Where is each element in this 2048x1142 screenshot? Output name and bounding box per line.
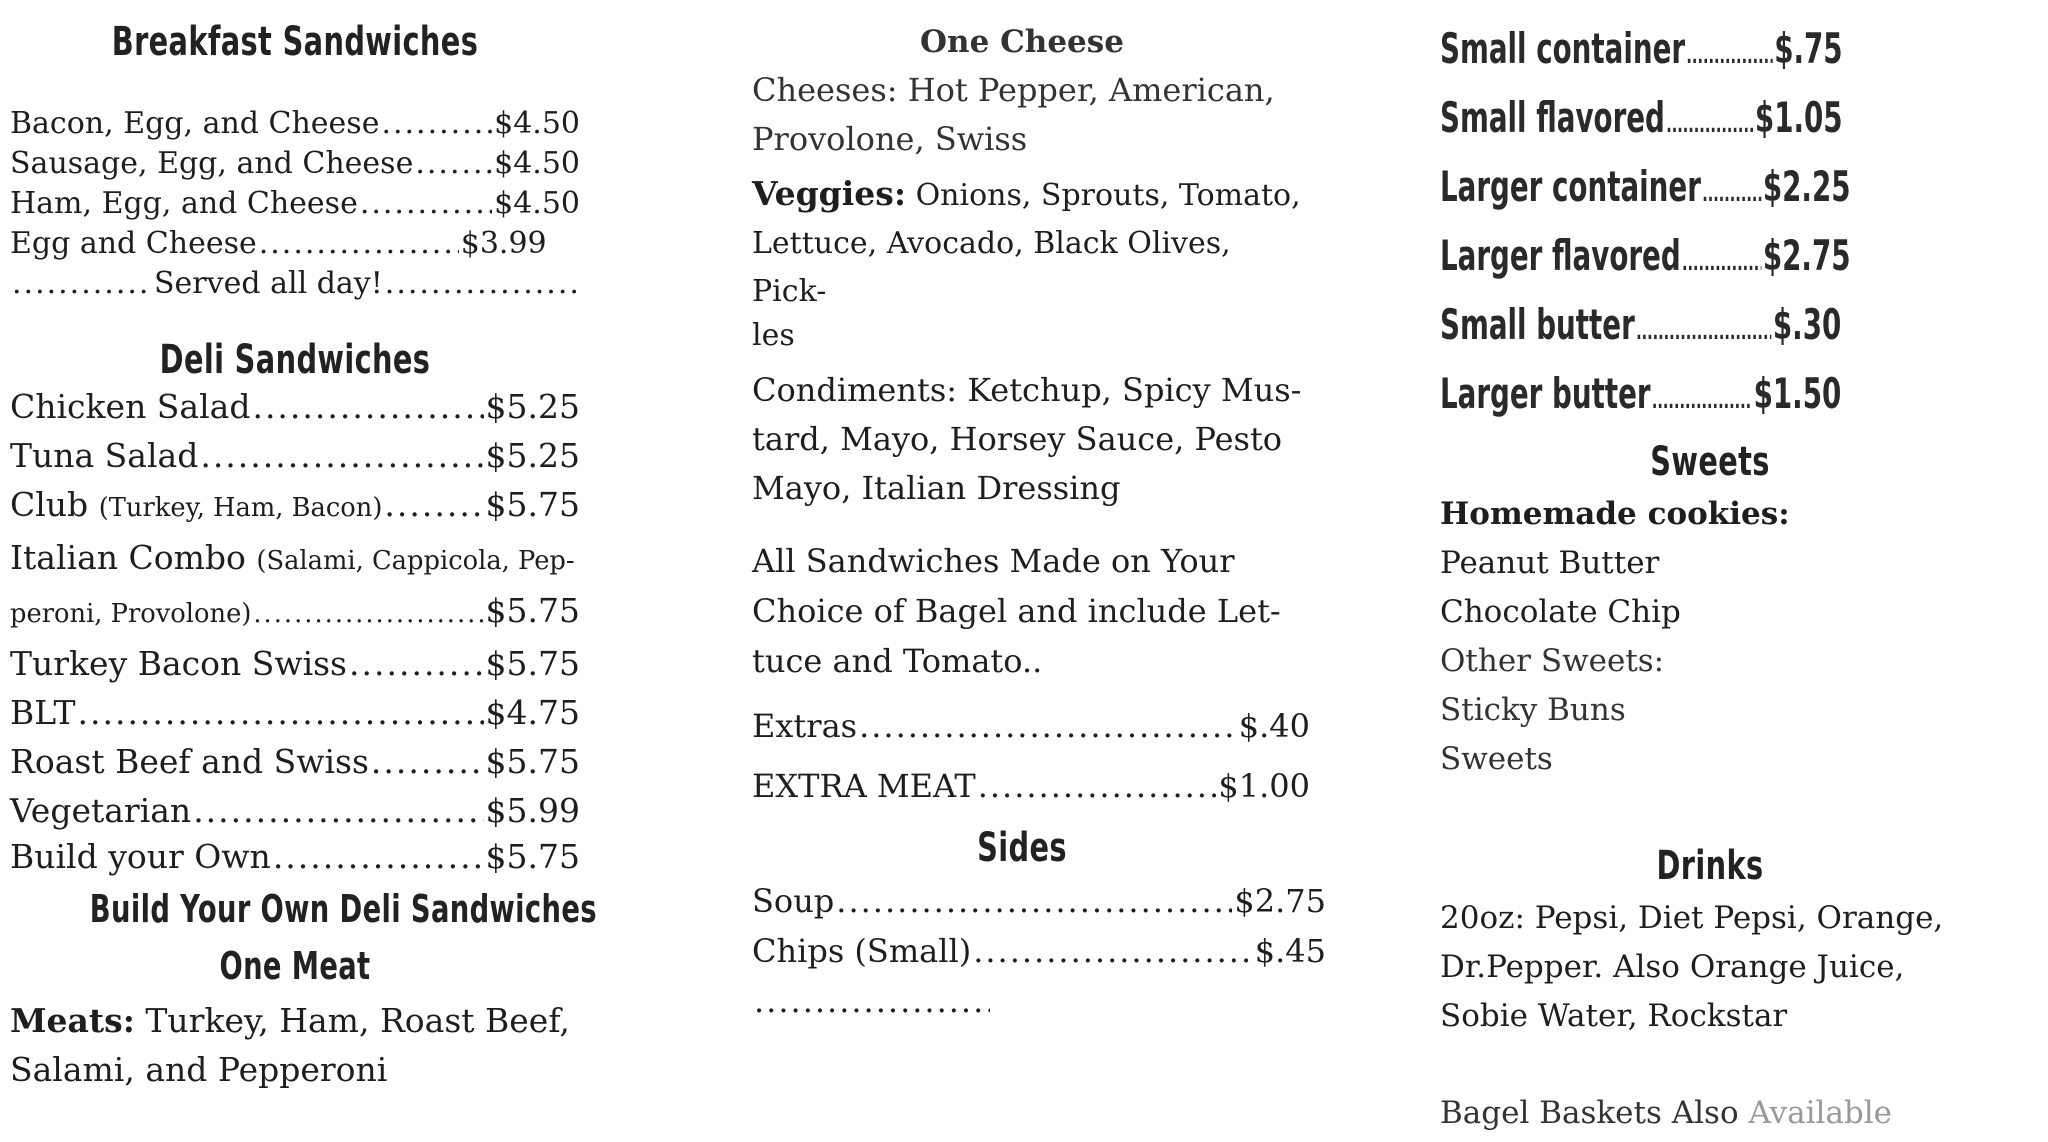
menu-item: Chips (Small) ..... $.45 xyxy=(752,926,1326,976)
menu-item: Small container ..... $.75 xyxy=(1440,18,1843,87)
drinks-line-2: Dr.Pepper. Also Orange Juice, xyxy=(1440,949,1905,985)
menu-item: Vegetarian ..... $5.99 xyxy=(10,786,580,835)
menu-item: Soup ..... $2.75 xyxy=(752,876,1326,926)
menu-item: Ham, Egg, and Cheese ..... $4.50 xyxy=(10,184,580,224)
one-meat-heading: One Meat xyxy=(219,944,371,988)
menu-column-right xyxy=(1440,0,2000,1142)
bagel-baskets-note: Bagel Baskets Also Available xyxy=(1440,1095,1893,1131)
menu-item: Club (Turkey, Ham, Bacon) ..... $5.75 xyxy=(10,480,580,533)
menu-item: Larger butter ..... $1.50 xyxy=(1440,363,1841,432)
menu-item: Small butter ..... $.30 xyxy=(1440,294,1841,363)
menu-item: Roast Beef and Swiss ..... $5.75 xyxy=(10,737,580,786)
menu-item: Small flavored ..... $1.05 xyxy=(1440,87,1843,156)
veggies-line-3: les xyxy=(752,318,795,353)
meats-line: Meats: Turkey, Ham, Roast Beef, xyxy=(10,1001,570,1040)
spreads-price-list xyxy=(1440,18,2048,432)
list-item: Sticky Buns xyxy=(1440,692,1626,728)
menu-column-middle xyxy=(752,0,1342,1142)
menu-item: BLT ..... $4.75 xyxy=(10,688,580,737)
menu-column-left xyxy=(10,0,597,1142)
drinks-line-3: Sobie Water, Rockstar xyxy=(1440,998,1788,1034)
menu-item: Chicken Salad ..... $5.25 xyxy=(10,382,580,431)
one-cheese-section xyxy=(752,18,1312,513)
build-your-own-heading: Build Your Own Deli Sandwiches xyxy=(89,887,597,931)
list-item: Sweets xyxy=(1440,741,1553,777)
menu-item: Sausage, Egg, and Cheese ..... $4.50 xyxy=(10,144,580,184)
veggies-line: Veggies: Onions, Sprouts, Tomato, xyxy=(752,174,1301,213)
breakfast-heading: Breakfast Sandwiches xyxy=(111,19,479,65)
cheeses-line-2: Provolone, Swiss xyxy=(752,120,1028,158)
drinks-line: 20oz: Pepsi, Diet Pepsi, Orange, xyxy=(1440,900,1944,936)
menu-item: Turkey Bacon Swiss ..... $5.75 xyxy=(10,639,580,688)
condiments-line-3: Mayo, Italian Dressing xyxy=(752,469,1121,507)
menu-item: Bacon, Egg, and Cheese ..... $4.50 xyxy=(10,104,580,144)
sweets-section xyxy=(1440,434,1960,784)
veggies-line-2: Lettuce, Avocado, Black Olives, Pick- xyxy=(752,226,1231,309)
drinks-section xyxy=(1440,838,2000,1138)
sweets-heading: Sweets xyxy=(1650,439,1770,485)
condiments-line: Condiments: Ketchup, Spicy Mus- xyxy=(752,371,1302,409)
drinks-heading: Drinks xyxy=(1656,843,1764,889)
menu-item: EXTRA MEAT ..... $1.00 xyxy=(752,756,1310,816)
menu-item: Build your Own ..... $5.75 xyxy=(10,835,580,879)
meats-line-2: Salami, and Pepperoni xyxy=(10,1050,388,1089)
other-sweets-label: Other Sweets: xyxy=(1440,643,1665,679)
deli-heading: Deli Sandwiches xyxy=(159,337,431,383)
menu-item: Egg and Cheese ..... $3.99 xyxy=(10,224,580,264)
sides-section xyxy=(752,820,1326,1026)
menu-item-italian: Italian Combo (Salami, Cappicola, Pep- xyxy=(10,538,575,577)
menu-item: Tuna Salad ..... $5.25 xyxy=(10,431,580,480)
dotted-filler xyxy=(752,976,1326,1026)
menu-item: Larger flavored ..... $2.75 xyxy=(1440,225,1851,294)
served-all-day-note: ..... Served all day! ..... xyxy=(10,264,580,304)
list-item: Chocolate Chip xyxy=(1440,594,1681,630)
sides-heading: Sides xyxy=(977,825,1067,871)
extras-section xyxy=(752,696,1310,816)
homemade-cookies-label: Homemade cookies: xyxy=(1440,496,1790,532)
one-cheese-heading: One Cheese xyxy=(920,24,1124,60)
menu-item-italian-cont: peroni, Provolone) ..... $5.75 xyxy=(10,586,580,639)
cheeses-line: Cheeses: Hot Pepper, American, xyxy=(752,71,1275,109)
build-your-own-section xyxy=(10,882,597,1094)
breakfast-section xyxy=(10,14,580,304)
list-item: Peanut Butter xyxy=(1440,545,1660,581)
all-sandwiches-note: All Sandwiches Made on Your Choice of Bagel and include Let- tuce and Tomato.. xyxy=(752,542,1281,680)
menu-item: Larger container ..... $2.25 xyxy=(1440,156,1851,225)
condiments-line-2: tard, Mayo, Horsey Sauce, Pesto xyxy=(752,420,1283,458)
deli-section xyxy=(10,332,580,879)
menu-item: Extras ..... $.40 xyxy=(752,696,1310,756)
